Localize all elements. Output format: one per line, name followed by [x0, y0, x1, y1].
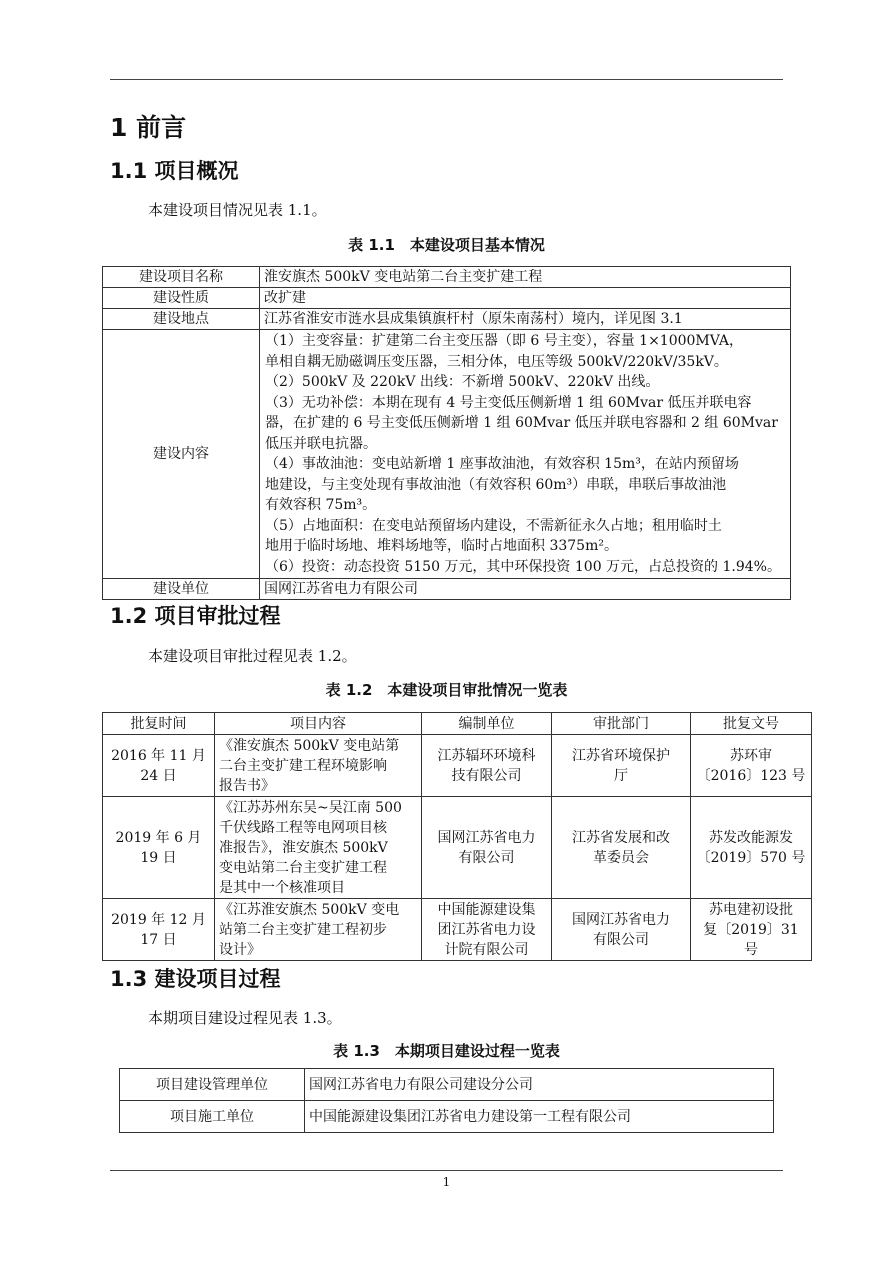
- cell-date: 2016 年 11 月 24 日: [103, 735, 215, 797]
- cell-content: 《江苏苏州东吴~吴江南 500 千伏线路工程等电网项目核 准报告》，淮安旗杰 500kV 变电站第二台主变扩建工程 是其中一个核准项目: [215, 797, 422, 899]
- paragraph-1: 本建设项目情况见表 1.1。: [148, 201, 327, 219]
- cell-preparer: 江苏辐环环境科 技有限公司: [422, 735, 552, 797]
- value-content: [260, 330, 791, 579]
- cell-docno: 苏发改能源发 〔2019〕570 号: [691, 797, 812, 899]
- content-line: （6）投资：动态投资 5150 万元，其中环保投资 100 万元，占总投资的 1.94%。: [265, 558, 781, 575]
- basic-info-table: [102, 266, 791, 600]
- table-caption-1-3: 表 1.3 本期项目建设过程一览表: [333, 1042, 560, 1060]
- label-site: 建设地点: [103, 309, 260, 330]
- content-line: 器，在扩建的 6 号主变低压侧新增 1 组 60Mvar 低压并联电容器和 2 组 60Mvar: [265, 415, 778, 431]
- col-header: 审批部门: [552, 713, 691, 735]
- content-line: 有效容积 75m³。: [265, 497, 377, 513]
- table-row: [103, 899, 812, 961]
- value-construction-unit: 中国能源建设集团江苏省电力建设第一工程有限公司: [305, 1101, 774, 1133]
- cell-content: 《淮安旗杰 500kV 变电站第 二台主变扩建工程环境影响 报告书》: [215, 735, 422, 797]
- table-row: [103, 735, 812, 797]
- cell-date: 2019 年 12 月 17 日: [103, 899, 215, 961]
- content-line: 低压并联电抗器。: [265, 435, 377, 452]
- chapter-title: 1 前言: [110, 113, 187, 142]
- value-project-name: 淮安旗杰 500kV 变电站第二台主变扩建工程: [260, 267, 791, 288]
- cell-preparer: 中国能源建设集 团江苏省电力设 计院有限公司: [422, 899, 552, 961]
- col-header: 编制单位: [422, 713, 552, 735]
- label-nature: 建设性质: [103, 288, 260, 309]
- paragraph-2: 本建设项目审批过程见表 1.2。: [148, 647, 357, 665]
- table-caption-1-2: 表 1.2 本建设项目审批情况一览表: [325, 681, 568, 699]
- col-header: 项目内容: [215, 713, 422, 735]
- paragraph-3: 本期项目建设过程见表 1.3。: [148, 1009, 342, 1027]
- cell-docno: 苏环审 〔2016〕123 号: [691, 735, 812, 797]
- construction-table: [119, 1068, 774, 1133]
- page-number: 1: [442, 1175, 451, 1189]
- cell-preparer: 国网江苏省电力 有限公司: [422, 797, 552, 899]
- value-site: 江苏省淮安市涟水县成集镇旗杆村（原朱南荡村）境内，详见图 3.1: [260, 309, 791, 330]
- table-row: [103, 797, 812, 899]
- cell-dept: 江苏省发展和改 革委员会: [552, 797, 691, 899]
- label-management-unit: 项目建设管理单位: [120, 1069, 305, 1101]
- col-header: 批复时间: [103, 713, 215, 735]
- cell-dept: 江苏省环境保护 厅: [552, 735, 691, 797]
- content-line: （2）500kV 及 220kV 出线：不新增 500kV、220kV 出线。: [265, 374, 660, 390]
- cell-docno: 苏电建初设批 复〔2019〕31 号: [691, 899, 812, 961]
- section-title-1-1: 1.1 项目概况: [110, 159, 239, 183]
- content-line: 单相自耦无励磁调压变压器，三相分体，电压等级 500kV/220kV/35kV。: [265, 353, 728, 370]
- header-rule: [110, 79, 783, 80]
- content-line: （3）无功补偿：本期在现有 4 号主变低压侧新增 1 组 60Mvar 低压并联电容: [265, 394, 752, 411]
- cell-date: 2019 年 6 月 19 日: [103, 797, 215, 899]
- content-line: 地建设，与主变处现有事故油池（有效容积 60m³）串联，串联后事故油池: [265, 476, 727, 493]
- approval-table: [102, 712, 812, 961]
- label-construction-unit: 项目施工单位: [120, 1101, 305, 1133]
- value-unit: 国网江苏省电力有限公司: [260, 579, 791, 600]
- content-line: （5）占地面积：在变电站预留场内建设，不需新征永久占地；租用临时土: [265, 517, 722, 534]
- table-caption-1-1: 表 1.1 本建设项目基本情况: [348, 236, 545, 254]
- content-line: （1）主变容量：扩建第二台主变压器（即 6 号主变），容量 1×1000MVA，: [265, 333, 744, 349]
- content-line: 地用于临时场地、堆料场地等，临时占地面积 3375m²。: [265, 538, 618, 554]
- cell-content: 《江苏淮安旗杰 500kV 变电 站第二台主变扩建工程初步 设计》: [215, 899, 422, 961]
- value-nature: 改扩建: [260, 288, 791, 309]
- footer-rule: [110, 1170, 783, 1171]
- label-project-name: 建设项目名称: [103, 267, 260, 288]
- cell-dept: 国网江苏省电力 有限公司: [552, 899, 691, 961]
- content-line: （4）事故油池：变电站新增 1 座事故油池，有效容积 15m³，在站内预留场: [265, 456, 739, 472]
- label-content: 建设内容: [103, 330, 260, 579]
- section-title-1-2: 1.2 项目审批过程: [110, 604, 281, 628]
- section-title-1-3: 1.3 建设项目过程: [110, 967, 281, 991]
- label-unit: 建设单位: [103, 579, 260, 600]
- value-management-unit: 国网江苏省电力有限公司建设分公司: [305, 1069, 774, 1101]
- col-header: 批复文号: [691, 713, 812, 735]
